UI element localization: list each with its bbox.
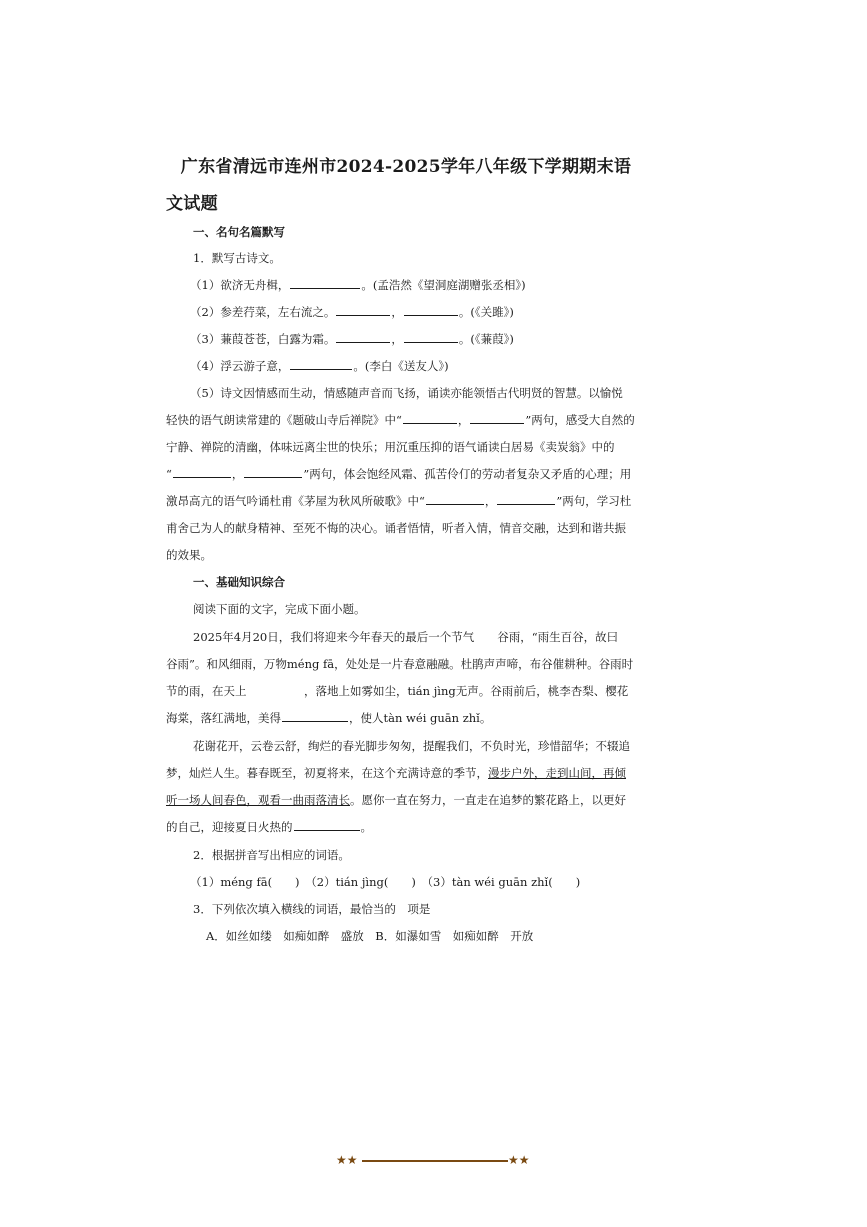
footer-rule (362, 1160, 508, 1162)
section-heading-1: 一、名句名篇默写 (193, 225, 285, 239)
passage-1-line1: 2025年4月20日，我们将迎来今年春天的最后一个节气 谷雨，“雨生百谷，故曰 (193, 630, 619, 644)
question-1-5-line2 (166, 412, 648, 428)
question-1-4-text: （4）浮云游子意， (190, 359, 290, 373)
comma: ， (457, 413, 470, 427)
answer-blank[interactable] (497, 493, 555, 505)
question-1-4 (190, 358, 672, 374)
question-3-options: A．如丝如缕 如痴如醉 盛放 B．如瀑如雪 如痴如醉 开放 (206, 929, 534, 943)
text: 。愿你一直在努力，一直走在追梦的繁花路上，以更好 (350, 793, 626, 807)
answer-blank[interactable] (404, 331, 458, 343)
question-2-options: （1）méng fā( ) （2）tián jìng( ) （3）tàn wéi guān zhǐ( ) (190, 875, 581, 889)
text: 轻快的语气朗读常建的《题破山寺后禅院》中“ (166, 413, 402, 427)
text: ，使人tàn wéi guān zhǐ。 (349, 711, 492, 725)
answer-blank[interactable] (173, 466, 231, 478)
question-1-5-line5 (166, 493, 648, 509)
passage-1-line2: 谷雨”。和风细雨，万物méng fā，处处是一片春意融融。杜鹃声声啼，布谷催耕种。谷雨时 (166, 657, 634, 671)
page-title-line1: 广东省清远市连州市2024-2025学年八年级下学期期末语 (180, 157, 632, 177)
answer-blank[interactable] (294, 819, 360, 831)
question-1-3-text: （3）蒹葭苍苍，白露为霜。 (190, 332, 336, 346)
page-title-line2: 文试题 (166, 194, 218, 214)
question-1: 1．默写古诗文。 (193, 251, 281, 265)
question-1-5-line1: （5）诗文因情感而生动，情感随声音而飞扬，诵读亦能领悟古代明贤的智慧。以愉悦 (190, 386, 623, 400)
answer-blank[interactable] (470, 412, 524, 424)
question-1-2-source: 。(《关雎》) (458, 305, 514, 319)
passage-1-line3: 节的雨，在天上 ，落地上如雾如尘，tián jìng无声。谷雨前后，桃李杏梨、樱花 (166, 684, 629, 698)
star-icon: ★★ (508, 1153, 530, 1167)
question-1-3 (190, 331, 672, 347)
text: ”两句，体会饱经风霜、孤苦伶仃的劳动者复杂又矛盾的心理；用 (303, 467, 632, 481)
question-1-5-line3: 宁静、禅院的清幽，体味远离尘世的快乐；用沉重压抑的语气诵读白居易《卖炭翁》中的 (166, 440, 615, 454)
passage-2-line4 (166, 819, 648, 835)
underlined-text: 漫步户外，走到山间，再倾 (488, 766, 626, 780)
answer-blank[interactable] (336, 304, 390, 316)
comma: ， (231, 467, 244, 481)
question-1-5-line6: 甫舍己为人的献身精神、至死不悔的决心。诵者悟情，听者入情，情音交融，达到和谐共振 (166, 521, 626, 535)
text: “ (166, 467, 172, 481)
comma: ， (391, 332, 403, 346)
reading-intro: 阅读下面的文字，完成下面小题。 (193, 602, 366, 616)
text: ”两句，学习杜 (556, 494, 632, 508)
star-icon: ★★ (336, 1153, 358, 1167)
question-1-3-source: 。(《蒹葭》) (458, 332, 514, 346)
question-1-1-source: 。(孟浩然《望洞庭湖赠张丞相》) (361, 278, 526, 292)
question-1-2-text: （2）参差荇菜，左右流之。 (190, 305, 336, 319)
section-heading-2: 一、基础知识综合 (193, 575, 285, 589)
passage-1-line4 (166, 710, 648, 726)
question-1-5-line4 (166, 466, 648, 482)
question-1-2 (190, 304, 672, 320)
text: 。 (360, 820, 372, 834)
answer-blank[interactable] (336, 331, 390, 343)
page-footer (336, 1152, 532, 1168)
passage-2-line2 (166, 765, 648, 781)
text: 海棠，落红满地，美得 (166, 711, 281, 725)
comma: ， (391, 305, 403, 319)
text: 的自己，迎接夏日火热的 (166, 820, 293, 834)
answer-blank[interactable] (290, 358, 352, 370)
comma: ， (484, 494, 497, 508)
passage-2-line3 (166, 792, 648, 808)
answer-blank[interactable] (244, 466, 302, 478)
question-2: 2．根据拼音写出相应的词语。 (193, 848, 350, 862)
text: 梦，灿烂人生。暮春既至，初夏将来，在这个充满诗意的季节， (166, 766, 488, 780)
underlined-text: 听一场人间春色，观看一曲雨落清长 (166, 793, 350, 807)
passage-2-line1: 花谢花开，云卷云舒，绚烂的春光脚步匆匆，提醒我们，不负时光，珍惜韶华；不辍追 (193, 739, 630, 753)
question-1-5-line7: 的效果。 (166, 548, 212, 562)
answer-blank[interactable] (290, 277, 360, 289)
answer-blank[interactable] (282, 710, 348, 722)
question-1-1 (190, 277, 672, 293)
question-1-4-source: 。(李白《送友人》) (353, 359, 449, 373)
answer-blank[interactable] (404, 304, 458, 316)
text: 激昂高亢的语气吟诵杜甫《茅屋为秋风所破歌》中“ (166, 494, 425, 508)
text: ”两句，感受大自然的 (525, 413, 635, 427)
answer-blank[interactable] (403, 412, 457, 424)
question-3: 3．下列依次填入横线的词语，最恰当的 项是 (193, 902, 431, 916)
answer-blank[interactable] (426, 493, 484, 505)
question-1-1-text: （1）欲济无舟楫， (190, 278, 290, 292)
